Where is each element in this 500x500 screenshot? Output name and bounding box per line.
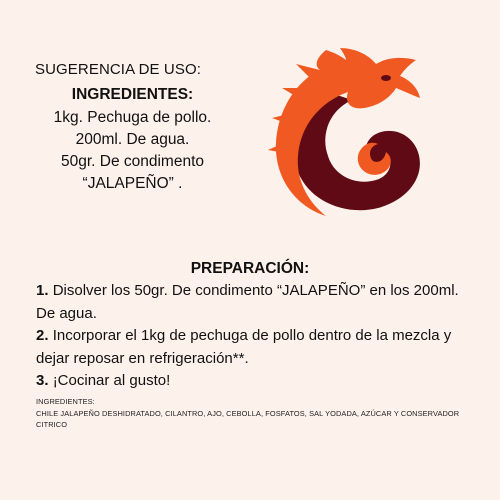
usage-heading: SUGERENCIA DE USO: (35, 61, 202, 78)
preparation-step (36, 325, 476, 370)
step-number: 2. (36, 327, 49, 344)
preparation-step (36, 280, 476, 325)
step-text: Incorporar el 1kg de pechuga de pollo dentro de la mezcla y dejar reposar en refrigeración**. (36, 327, 452, 367)
ingredients-list (20, 84, 245, 195)
step-text: ¡Cocinar al gusto! (52, 372, 171, 389)
ingredient-item: 50gr. De condimento (60, 153, 205, 170)
dragon-eye (381, 75, 391, 81)
ingredient-item: “JALAPEÑO” . (82, 175, 183, 192)
dragon-icon (268, 30, 438, 220)
composition-label (36, 396, 466, 431)
preparation-steps (36, 280, 476, 393)
composition-title: INGREDIENTES: (36, 397, 95, 406)
step-number: 3. (36, 372, 49, 389)
preparation-step (36, 370, 476, 393)
ingredients-title: INGREDIENTES: (71, 86, 194, 103)
preparation-title: PREPARACIÓN: (190, 260, 310, 277)
ingredient-item: 200ml. De agua. (75, 131, 190, 148)
ingredient-item: 1kg. Pechuga de pollo. (53, 109, 212, 126)
step-number: 1. (36, 282, 49, 299)
step-text: Disolver los 50gr. De condimento “JALAPEÑO” en los 200ml. De agua. (36, 282, 459, 322)
composition-text: CHILE JALAPEÑO DESHIDRATADO, CILANTRO, AJO, CEBOLLA, FOSFATOS, SAL YODADA, AZÚCAR Y CONSERVADOR CITRICO (36, 408, 460, 429)
